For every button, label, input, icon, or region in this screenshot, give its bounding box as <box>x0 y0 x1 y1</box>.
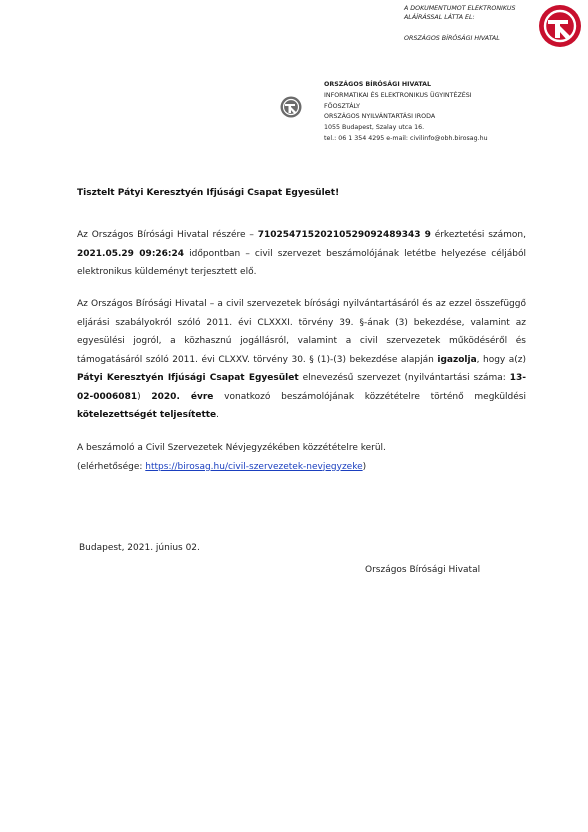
court-logo-gray <box>280 96 302 118</box>
registry-link[interactable]: https://birosag.hu/civil-szervezetek-nevjegyzeke <box>145 461 363 472</box>
paragraph-certification <box>77 295 526 425</box>
registration-id: 71025471520210529092489343 9 <box>257 230 431 240</box>
greeting: Tisztelt Pátyi Keresztyén Ifjúsági Csapat Egyesület! <box>77 188 340 198</box>
stamp-line-1: A DOKUMENTUMOT ELEKTRONIKUS <box>404 5 516 12</box>
p2-text-2: , hogy a(z) <box>476 354 527 365</box>
obligation-fulfilled: kötelezettségét teljesítette <box>77 410 217 420</box>
certifies-word: igazolja <box>437 354 477 365</box>
letter-date: Budapest, 2021. június 02. <box>79 543 200 553</box>
availability-prefix: (elérhetősége: <box>77 461 146 472</box>
paragraph-publication <box>77 439 526 476</box>
p2-text-3: elnevezésű szervezet (nyilvántartási száma: <box>298 373 510 383</box>
p1-text-3: időpontban – civil szervezet beszámolójának letétbe helyezése céljából elektronikus küldeményt terjesztett elő. <box>77 248 526 277</box>
sender-dept-2: FŐOSZTÁLY <box>324 102 361 110</box>
p2-text-5: vonatkozó beszámolójának közzétételre történő megküldési <box>213 391 526 402</box>
letter-signature: Országos Bírósági Hivatal <box>365 565 481 575</box>
sender-block <box>324 80 524 145</box>
availability-line <box>77 458 526 477</box>
report-year: 2020. évre <box>151 391 214 402</box>
p2-text-6: . <box>216 410 220 420</box>
organization-name: Pátyi Keresztyén Ifjúsági Csapat Egyesület <box>77 373 299 383</box>
paragraph-receipt <box>77 226 526 282</box>
p2-text-4: ) <box>137 391 152 402</box>
sender-dept-1: INFORMATIKAI ÉS ELEKTRONIKUS ÜGYINTÉZÉSI <box>324 91 472 99</box>
sender-office: ORSZÁGOS NYILVÁNTARTÁSI IRODA <box>324 113 436 121</box>
submission-datetime: 2021.05.29 09:26:24 <box>77 248 185 259</box>
sender-contact: tel.: 06 1 354 4295 e-mail: civilinfo@obh.birosag.hu <box>324 134 488 142</box>
p1-text-2: érkeztetési számon, <box>430 230 526 240</box>
signature-stamp <box>404 4 529 43</box>
court-logo-red <box>538 4 582 48</box>
publication-note: A beszámoló a Civil Szervezetek Névjegyzékében közzétételre kerül. <box>77 443 386 453</box>
p2-text-1: Az Országos Bírósági Hivatal – a civil szervezetek bírósági nyilvántartásáról és az ezzel összefüggő eljárási szabályokról szóló 2011. évi CLXXXI. törvény 39. §-ának (3) bekezdése, valamint az egyesülési jogról, a közhasznú jogállásról, valamint a civil szervezetek működéséről és támogatásáról szóló 2011. évi CLXXV. törvény 30. § (1)-(3) bekezdése alapján <box>77 299 526 365</box>
sender-org: ORSZÁGOS BÍRÓSÁGI HIVATAL <box>324 81 432 88</box>
registration-number: 13-02-0006081 <box>77 373 526 402</box>
p1-text-1: Az Országos Bírósági Hivatal részére – <box>77 230 258 240</box>
stamp-signer: ORSZÁGOS BÍRÓSÁGI HIVATAL <box>404 35 500 42</box>
sender-address: 1055 Budapest, Szalay utca 16. <box>324 124 425 132</box>
availability-suffix: ) <box>362 461 367 472</box>
stamp-line-2: ALÁÍRÁSSAL LÁTTA EL: <box>404 14 475 21</box>
